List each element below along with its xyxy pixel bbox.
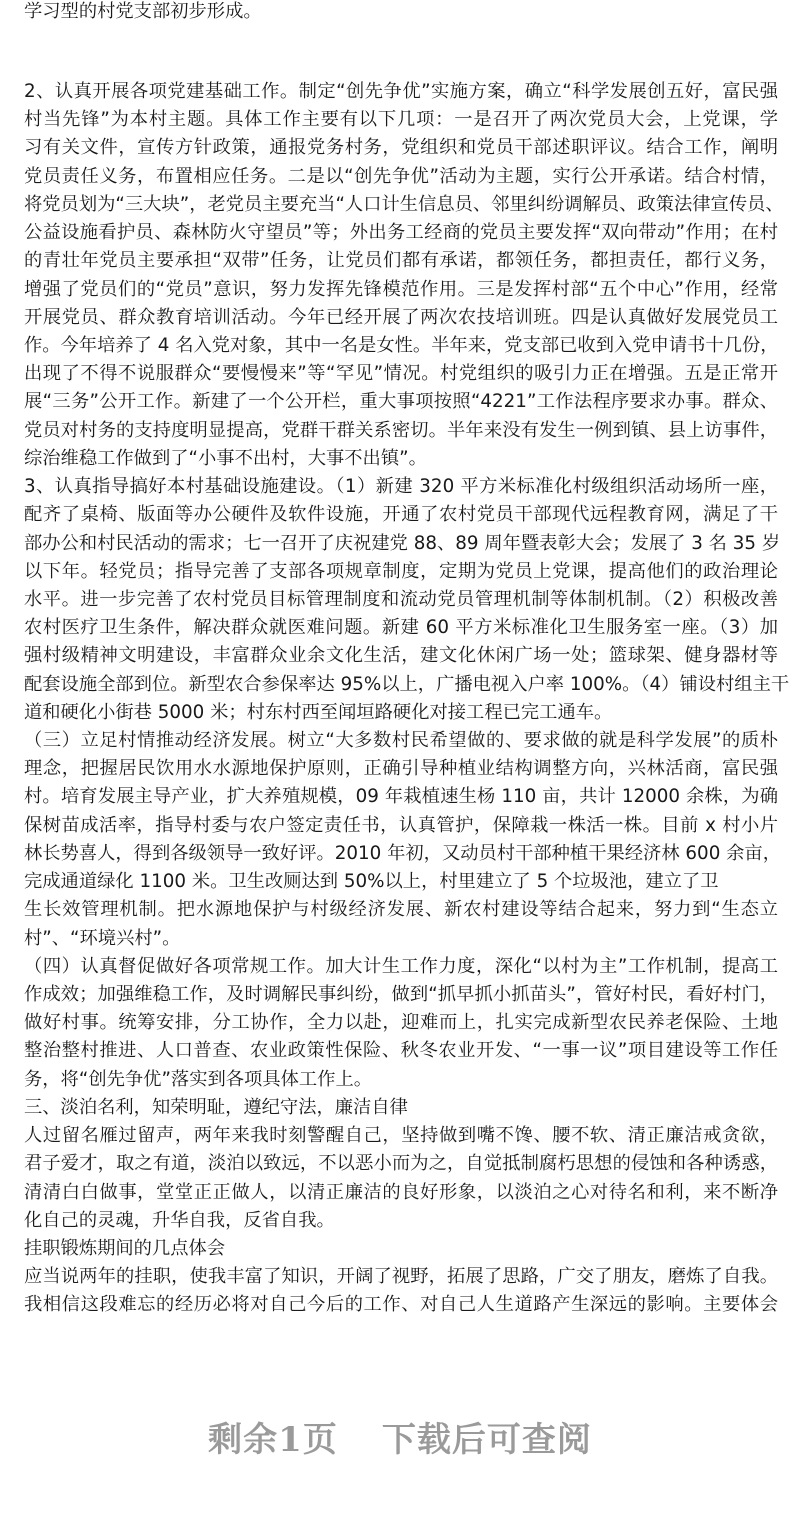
text-line: 做好村事。统筹安排，分工协作，全力以赴，迎难而上，扎实完成新型农民养老保险、土地	[24, 1012, 778, 1034]
text-line: 党员责任义务，布置相应任务。二是以“创先争优”活动为主题，实行公开承诺。结合村情，	[24, 165, 778, 187]
document-body	[24, 78, 790, 1320]
text-line: 水平。进一步完善了农村党员目标管理制度和流动党员管理机制等体制机制。（2）积极改善	[24, 588, 778, 610]
text-line: 道和硬化小街巷 5000 米；村东村西至闻垣路硬化对接工程已完工通车。	[24, 701, 613, 723]
text-line: （三）立足村情推动经济发展。树立“大多数村民希望做的、要求做的就是科学发展”的质朴	[24, 730, 778, 752]
text-line: 村当先锋”为本村主题。具体工作主要有以下几项：一是召开了两次党员大会，上党课，学	[24, 109, 778, 131]
text-line: 将党员划为“三大块”，老党员主要充当“人口计生信息员、邻里纠纷调解员、政策法律宣传员、	[24, 193, 784, 215]
text-line: 党员对村务的支持度明显提高，党群干群关系密切。半年来没有发生一例到镇、县上访事件，	[24, 419, 778, 441]
text-line: 农村医疗卫生条件，解决群众就医难问题。新建 60 平方米标准化卫生服务室一座。（3）加	[24, 617, 778, 639]
download-to-view-label[interactable]: 下载后可查阅	[381, 1420, 592, 1460]
document-first-line	[24, 0, 778, 26]
text-line: （四）认真督促做好各项常规工作。加大计生工作力度，深化“以村为主”工作机制，提高工	[24, 955, 778, 977]
text-line: 整治整村推进、人口普查、农业政策性保险、秋冬农业开发、“一事一议”项目建设等工作任	[24, 1040, 778, 1062]
text-line: 化自己的灵魂，升华自我，反省自我。	[24, 1209, 335, 1231]
text-line: 挂职锻炼期间的几点体会	[24, 1237, 226, 1259]
text-line: 林长势喜人，得到各级领导一致好评。2010 年初，又动员村干部种植干果经济林 600 余亩，	[24, 842, 781, 864]
text-line: 作。今年培养了 4 名入党对象，其中一名是女性。半年来，党支部已收到入党申请书十几份，	[24, 334, 779, 356]
text-line: 保树苗成活率，指导村委与农户签定责任书，认真管护，保障栽一株活一株。目前 x 村小片	[24, 814, 778, 836]
text-line: 务，将“创先争优”落实到各项具体工作上。	[24, 1068, 373, 1090]
text-line: 人过留名雁过留声，两年来我时刻警醒自己，坚持做到嘴不馋、腰不软、清正廉洁戒贪欲，	[24, 1125, 778, 1147]
text-line: 3、认真指导搞好本村基础设施建设。（1）新建 320 平方米标准化村级组织活动场所一座，	[24, 476, 778, 498]
text-line: 习有关文件，宣传方针政策，通报党务村务，党组织和党员干部述职评议。结合工作，阐明	[24, 137, 778, 159]
remaining-pages-label: 剩余1页	[208, 1420, 338, 1460]
text-line: 出现了不得不说服群众“要慢慢来”等“罕见”情况。村党组织的吸引力正在增强。五是正常开	[24, 363, 778, 385]
text-line: 君子爱才，取之有道，淡泊以致远，不以恶小而为之，自觉抵制腐朽思想的侵蚀和各种诱惑，	[24, 1153, 778, 1175]
text-line: 公益设施看护员、森林防火守望员”等；外出务工经商的党员主要发挥“双向带动”作用；在村	[24, 222, 778, 244]
text-line: 学习型的村党支部初步形成。	[24, 1, 262, 22]
text-line: 综治维稳工作做到了“小事不出村，大事不出镇”。	[24, 447, 427, 469]
text-line: 三、淡泊名利，知荣明耻，遵纪守法，廉洁自律	[24, 1096, 408, 1118]
text-line: 清清白白做事，堂堂正正做人，以清正廉洁的良好形象，以淡泊之心对待名和利，来不断净	[24, 1181, 778, 1203]
text-line: 村”、“环境兴村”。	[24, 927, 181, 949]
text-line: 部办公和村民活动的需求；七一召开了庆祝建党 88、89 周年暨表彰大会；发展了 3 名 35 岁	[24, 532, 781, 554]
text-line: 以下年。轻党员；指导完善了支部各项规章制度，定期为党员上党课，提高他们的政治理论	[24, 560, 778, 582]
text-line: 开展党员、群众教育培训活动。今年已经开展了两次农技培训班。四是认真做好发展党员工	[24, 306, 778, 328]
text-line: 应当说两年的挂职，使我丰富了知识，开阔了视野，拓展了思路，广交了朋友，磨炼了自我。	[24, 1266, 778, 1288]
text-line: 强村级精神文明建设，丰富群众业余文化生活，建文化休闲广场一处；篮球架、健身器材等	[24, 645, 778, 667]
text-line: 配齐了桌椅、版面等办公硬件及软件设施，开通了农村党员干部现代远程教育网，满足了干	[24, 504, 778, 526]
text-line: 配套设施全部到位。新型农合参保率达 95%以上，广播电视入户率 100%。（4）铺设村组主干	[24, 673, 790, 695]
text-line: 展“三务”公开工作。新建了一个公开栏，重大事项按照“4221”工作法程序要求办事。群众、	[24, 391, 778, 413]
text-line: 完成通道绿化 1100 米。卫生改厕达到 50%以上，村里建立了 5 个垃圾池，建立了卫	[24, 871, 719, 893]
text-line: 生长效管理机制。把水源地保护与村级经济发展、新农村建设等结合起来，努力到“生态立	[24, 899, 778, 921]
text-line: 增强了党员们的“党员”意识，努力发挥先锋模范作用。三是发挥村部“五个中心”作用，经常	[24, 278, 778, 300]
text-line: 村。培育发展主导产业，扩大养殖规模，09 年栽植速生杨 110 亩，共计 12000 余株，为确	[24, 786, 778, 808]
text-line: 的青壮年党员主要承担“双带”任务，让党员们都有承诺，都领任务，都担责任，都行义务，	[24, 250, 778, 272]
text-line: 理念，把握居民饮用水水源地保护原则，正确引导种植业结构调整方向，兴林活商，富民强	[24, 758, 778, 780]
text-line: 作成效；加强维稳工作，及时调解民事纠纷，做到“抓早抓小抓苗头”，管好村民，看好村门，	[24, 984, 778, 1005]
text-line: 2、认真开展各项党建基础工作。制定“创先争优”实施方案，确立“科学发展创五好，富民强	[24, 81, 778, 102]
download-banner[interactable]	[0, 1412, 800, 1461]
text-line: 我相信这段难忘的经历必将对自己今后的工作、对自己人生道路产生深远的影响。主要体会	[24, 1294, 778, 1316]
